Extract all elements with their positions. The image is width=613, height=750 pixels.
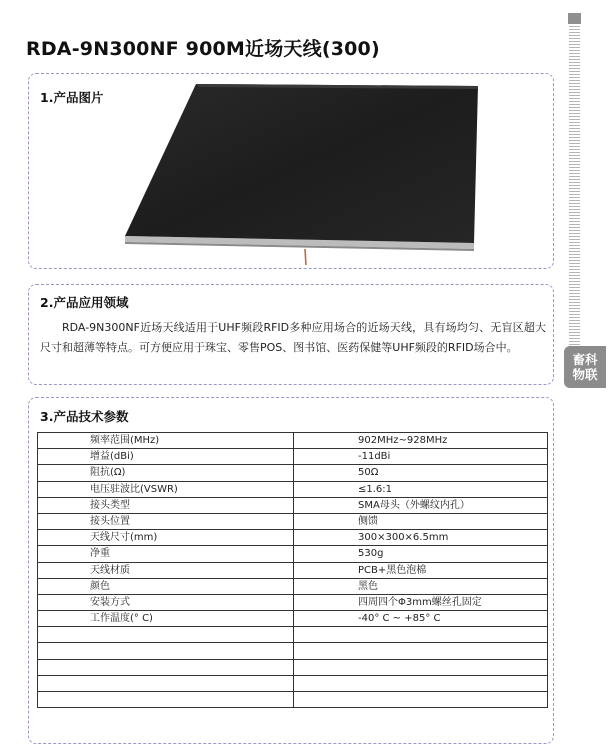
- spec-label: [38, 659, 294, 675]
- spec-value: 300×300×6.5mm: [294, 530, 548, 546]
- spec-value: 侧馈: [294, 513, 548, 529]
- spec-table: [37, 432, 548, 708]
- side-badge-line1: 畜科: [572, 352, 598, 367]
- spec-value: [294, 627, 548, 643]
- spec-label: 工作温度(° C): [38, 611, 294, 627]
- spec-label: 接头类型: [38, 497, 294, 513]
- spec-value: [294, 643, 548, 659]
- spec-value: -11dBi: [294, 449, 548, 465]
- spec-value: 四周四个Φ3mm螺丝孔固定: [294, 594, 548, 610]
- spec-value: 902MHz~928MHz: [294, 433, 548, 449]
- table-row: [38, 611, 548, 627]
- table-row: [38, 449, 548, 465]
- spec-label: [38, 692, 294, 708]
- table-row: [38, 497, 548, 513]
- spec-value: 50Ω: [294, 465, 548, 481]
- table-row: [38, 692, 548, 708]
- table-row: [38, 659, 548, 675]
- table-row: [38, 481, 548, 497]
- table-row: [38, 627, 548, 643]
- spec-value: [294, 659, 548, 675]
- spec-label: [38, 643, 294, 659]
- table-row: [38, 513, 548, 529]
- spec-value: 黑色: [294, 578, 548, 594]
- spec-value: ≤1.6:1: [294, 481, 548, 497]
- product-image-section: [28, 73, 554, 269]
- spec-label: 天线材质: [38, 562, 294, 578]
- spec-label: 接头位置: [38, 513, 294, 529]
- spec-label: 天线尺寸(mm): [38, 530, 294, 546]
- table-row: [38, 643, 548, 659]
- antenna-illustration: [125, 81, 485, 266]
- table-row: [38, 530, 548, 546]
- spec-value: 530g: [294, 546, 548, 562]
- spec-label: [38, 627, 294, 643]
- side-badge-line2: 物联: [572, 367, 598, 382]
- antenna-photo: [125, 81, 485, 266]
- spec-value: -40° C ~ +85° C: [294, 611, 548, 627]
- spec-value: SMA母头（外螺纹内孔）: [294, 497, 548, 513]
- side-badge: [564, 346, 606, 388]
- specs-section: [28, 397, 554, 744]
- application-description: RDA-9N300NF近场天线适用于UHF频段RFID多种应用场合的近场天线，具有场均匀、无盲区超大尺寸和超薄等特点。可方便应用于珠宝、零售POS、图书馆、医药保健等UHF频段的RFID场合中。: [40, 321, 546, 354]
- page-title: RDA-9N300NF 900M近场天线(300): [26, 38, 380, 60]
- table-row: [38, 465, 548, 481]
- table-row: [38, 546, 548, 562]
- table-row: [38, 578, 548, 594]
- spec-label: 净重: [38, 546, 294, 562]
- spec-value: PCB+黑色泡棉: [294, 562, 548, 578]
- section-title-image: 1.产品图片: [40, 90, 104, 105]
- spec-label: [38, 675, 294, 691]
- side-rail-cap: [568, 13, 581, 24]
- spec-value: [294, 675, 548, 691]
- spec-value: [294, 692, 548, 708]
- spec-label: 阻抗(Ω): [38, 465, 294, 481]
- table-row: [38, 675, 548, 691]
- table-row: [38, 594, 548, 610]
- spec-label: 安装方式: [38, 594, 294, 610]
- spec-label: 颜色: [38, 578, 294, 594]
- table-row: [38, 433, 548, 449]
- section-title-application: 2.产品应用领域: [40, 295, 129, 310]
- spec-label: 电压驻波比(VSWR): [38, 481, 294, 497]
- spec-label: 增益(dBi): [38, 449, 294, 465]
- table-row: [38, 562, 548, 578]
- side-rail: [569, 14, 580, 347]
- spec-label: 频率范围(MHz): [38, 433, 294, 449]
- application-section: [28, 284, 554, 385]
- section-title-specs: 3.产品技术参数: [40, 409, 129, 424]
